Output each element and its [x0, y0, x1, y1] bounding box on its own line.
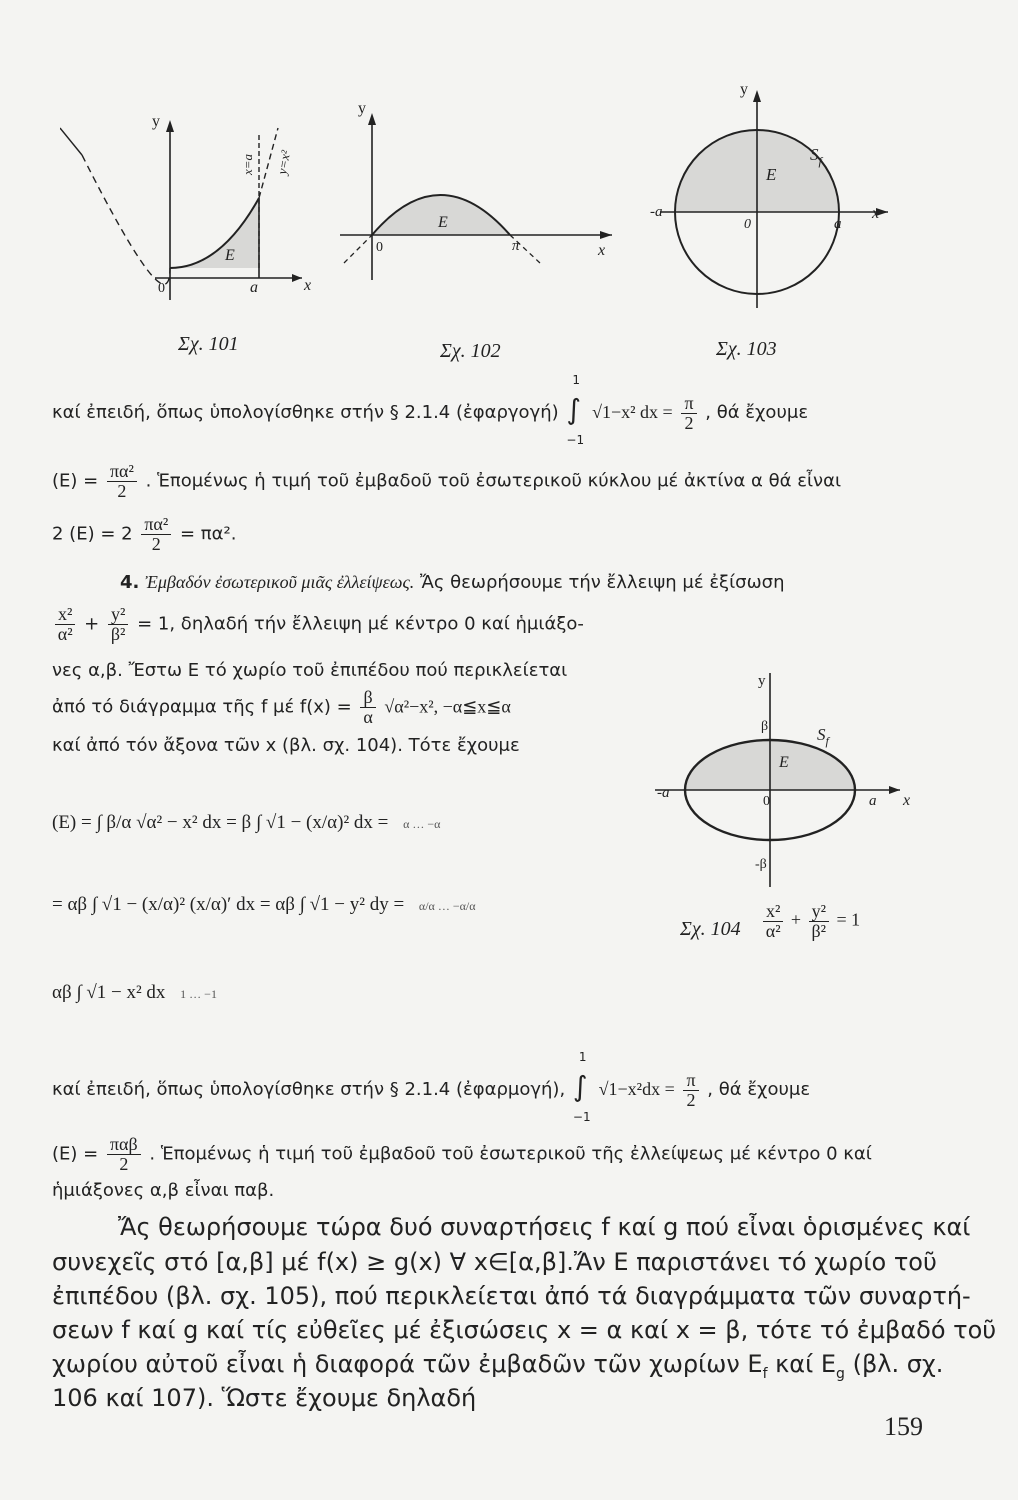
- paragraph-6: (E) = $\frac{\text{παβ}}{2}$ . Ἑπομένως ἡ τιμή τοῦ ἐμβαδοῦ τοῦ ἐσωτερικοῦ τῆς ἐλλείψεως μέ κέντρο 0 καί: [52, 1134, 872, 1174]
- body-line-2: συνεχεῖς στό [α,β] μέ f(x) ≥ g(x) ∀ x∈[α,β].Ἄν E παριστάνει τό χωρίο τοῦ: [52, 1248, 937, 1276]
- fig101-caption: Σχ. 101: [178, 333, 239, 355]
- fig103-caption: Σχ. 103: [716, 338, 777, 360]
- fig104-origin-label: 0: [763, 794, 770, 809]
- fig103-sf-label: S: [810, 145, 819, 164]
- body-line-4: σεων f καί g καί τίς εὐθεῖες μέ ἐξισώσεις x = α καί x = β, τότε τό ἐμβαδό τοῦ: [52, 1316, 997, 1344]
- ellipse-equation-line: $\frac{\text{x²}}{\text{α²}}$ + $\frac{\text{y²}}{\text{β²}}$ = 1, δηλαδή τήν ἔλλειψη μέ κέντρο 0 καί ἡμιάξο-: [52, 605, 584, 644]
- fig101-line-xa-label: x=a: [240, 153, 255, 175]
- paragraph-1: καί ἐπειδή, ὅπως ὑπολογίσθηκε στήν § 2.1.4 (ἐφαργογή) 1 ∫ −1 √1−x² dx = $\frac{\pi}{2}$ , θά ἔχουμε: [52, 373, 809, 447]
- paragraph-5: καί ἐπειδή, ὅπως ὑπολογίσθηκε στήν § 2.1.4 (ἐφαρμογή), 1 ∫ −1 √1−x²dx = $\frac{\pi}{2}$ , θά ἔχουμε: [52, 1050, 811, 1124]
- integral-line-1: (E) = ∫ β/α √α² − x² dx = β ∫ √1 − (x/α)² dx = α … −α: [52, 812, 441, 833]
- fig101-a-label: a: [250, 279, 258, 296]
- fig101-origin-label: 0: [158, 281, 165, 296]
- figure-104: [655, 655, 925, 895]
- paragraph-7: ἡμιάξονες α,β εἶναι παβ.: [52, 1180, 275, 1201]
- page-number: 159: [884, 1412, 923, 1441]
- fig103-sf-sub: f: [818, 154, 822, 168]
- integral-line-2: = αβ ∫ √1 − (x/α)² (x/α)′ dx = αβ ∫ √1 − y² dy = α/α … −α/α: [52, 894, 476, 915]
- fig104-caption: Σχ. 104: [680, 918, 741, 940]
- fig104-x-label: x: [903, 792, 911, 809]
- section-4-heading: 4. Ἐμβαδόν ἐσωτερικοῦ μιᾶς ἐλλείψεως. Ἄς θεωρήσουμε τήν ἔλλειψη μέ ἐξίσωση: [120, 572, 785, 593]
- fig103-neg-a-label: -a: [650, 204, 663, 220]
- fig104-y-label: y: [758, 673, 766, 689]
- paragraph-axis: καί ἀπό τόν ἄξονα τῶν x (βλ. σχ. 104). Τότε ἔχουμε: [52, 735, 520, 756]
- fig102-e-label: E: [438, 214, 448, 231]
- body-line-6: 106 καί 107). Ὥστε ἔχουμε δηλαδή: [52, 1384, 477, 1412]
- fig104-sf-label: S: [817, 725, 826, 744]
- body-line-1: Ἄς θεωρήσουμε τώρα δυό συναρτήσεις f καί g πού εἶναι ὁρισμένες καί: [118, 1213, 971, 1241]
- fig103-origin-label: 0: [744, 217, 751, 232]
- fig101-x-label: x: [304, 277, 312, 294]
- fig103-e-label: E: [766, 165, 777, 184]
- paragraph-2: (E) = $\frac{\text{πα²}}{2}$ . Ἑπομένως ἡ τιμή τοῦ ἐμβαδοῦ τοῦ ἐσωτερικοῦ κύκλου μέ ἀκτίνα α θά εἶναι: [52, 461, 842, 501]
- figure-103: [640, 80, 910, 315]
- body-line-3: ἐπιπέδου (βλ. σχ. 105), πού περικλείεται ἀπό τά διαγράμματα τῶν συναρτή-: [52, 1282, 971, 1310]
- fig101-y-label: y: [152, 113, 160, 130]
- paragraph-3: 2 (E) = 2 $\frac{\text{πα²}}{2}$ = πα².: [52, 514, 237, 554]
- fig104-b-label: β: [761, 719, 769, 734]
- fig102-caption: Σχ. 102: [440, 340, 501, 362]
- body-line-5: χωρίου αὐτοῦ εἶναι ἡ διαφορά τῶν ἐμβαδῶν τῶν χωρίων $E_f$ καί $E_g$ (βλ. σχ.: [52, 1350, 944, 1382]
- fig104-sf-sub: f: [825, 734, 829, 748]
- fig104-equation: $\frac{\text{x²}}{\text{α²}}$ + $\frac{\text{y²}}{\text{β²}}$ = 1: [760, 902, 860, 941]
- paragraph-nes: νες α,β. Ἔστω E τό χωρίο τοῦ ἐπιπέδου πού περικλείεται: [52, 660, 568, 681]
- paragraph-diagram: ἀπό τό διάγραμμα τῆς f μέ f(x) = $\frac{\beta}{\alpha}$ √α²−x², −α≦x≦α: [52, 687, 511, 727]
- fig103-y-label: y: [740, 81, 748, 98]
- fig101-e-label: E: [225, 247, 235, 264]
- fig101-line-y-label: y=x²: [274, 149, 294, 176]
- fig101-region-e: [170, 198, 259, 268]
- integral-line-3: αβ ∫ √1 − x² dx 1 … −1: [52, 982, 217, 1003]
- fig102-x-label: x: [598, 242, 606, 259]
- fig103-x-label: x: [872, 205, 880, 222]
- fig104-a-label: a: [869, 793, 877, 809]
- fig104-e-label: E: [779, 754, 789, 771]
- svg-text:Sf: [817, 725, 831, 748]
- fig104-neg-b-label: -β: [755, 857, 767, 872]
- fig102-y-label: y: [358, 100, 366, 117]
- fig103-a-label: a: [834, 216, 842, 232]
- fig102-pi-label: π: [512, 238, 520, 254]
- fig102-origin-label: 0: [376, 240, 383, 255]
- figure-101: [60, 80, 320, 310]
- figure-102: [330, 95, 630, 285]
- fig104-neg-a-label: -a: [657, 785, 670, 801]
- fig101-parabola-dashed: [82, 155, 170, 284]
